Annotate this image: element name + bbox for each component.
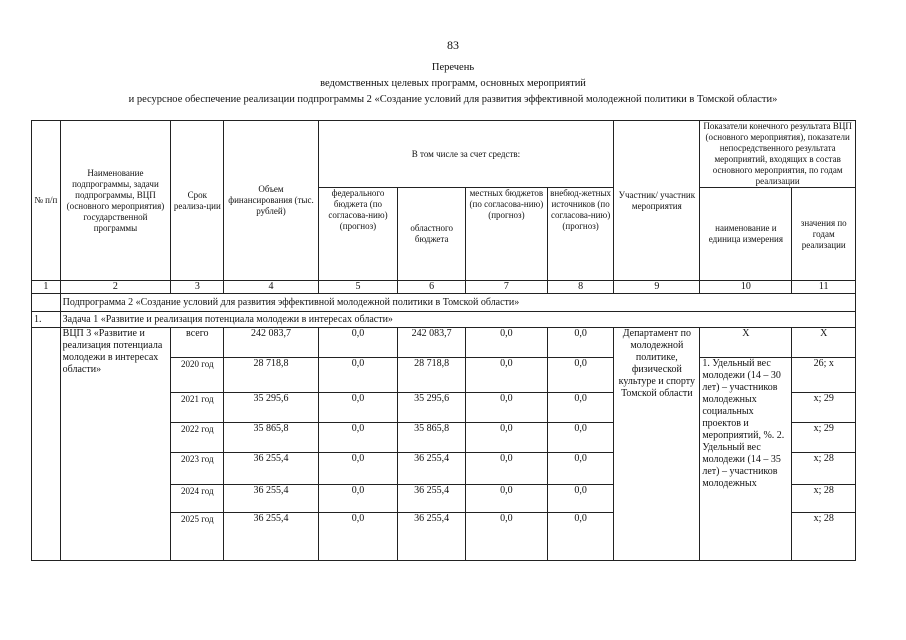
indicator-name-cell: Х — [700, 328, 792, 358]
col-number: 4 — [224, 281, 318, 294]
regional-cell: 242 083,7 — [398, 328, 466, 358]
header-col-10: наименование и единица измерения — [700, 188, 792, 281]
indicator-value-cell: х; 28 — [792, 485, 856, 513]
col-number: 6 — [398, 281, 466, 294]
extra-cell: 0,0 — [547, 453, 614, 485]
period-cell: 2020 год — [171, 358, 224, 393]
header-col-3: Срок реализа-ции — [171, 121, 224, 281]
vcp-num-cell — [32, 328, 61, 561]
col-number: 10 — [700, 281, 792, 294]
total-cell: 36 255,4 — [224, 453, 318, 485]
period-cell: 2022 год — [171, 423, 224, 453]
header-indicators-group: Показатели конечного результата ВЦП (основного мероприятия), показатели непосредственного результата мероприятий, входящих в состав основного мероприятия, по годам реализации — [700, 121, 856, 188]
regional-cell: 36 255,4 — [398, 485, 466, 513]
indicator-value-cell: х; 28 — [792, 453, 856, 485]
period-cell: 2024 год — [171, 485, 224, 513]
header-col-11: значения по годам реализации — [792, 188, 856, 281]
col-number: 7 — [465, 281, 547, 294]
federal-cell: 0,0 — [318, 358, 398, 393]
header-col-6: областного бюджета — [398, 188, 466, 281]
extra-cell: 0,0 — [547, 393, 614, 423]
title-line-2: ведомственных целевых программ, основных мероприятий — [320, 78, 586, 89]
total-cell: 242 083,7 — [224, 328, 318, 358]
local-cell: 0,0 — [465, 358, 547, 393]
table-row — [32, 328, 856, 358]
federal-cell: 0,0 — [318, 393, 398, 423]
vcp-name: ВЦП 3 «Развитие и реализация потенциала молодежи в интересах области» — [60, 328, 171, 561]
federal-cell: 0,0 — [318, 513, 398, 561]
total-cell: 28 718,8 — [224, 358, 318, 393]
task-title: Задача 1 «Развитие и реализация потенциала молодежи в интересах области» — [60, 312, 855, 328]
task-row — [32, 312, 856, 328]
period-cell: 2023 год — [171, 453, 224, 485]
header-col-1: № п/п — [32, 121, 61, 281]
federal-cell: 0,0 — [318, 423, 398, 453]
task-number: 1. — [32, 312, 61, 328]
participant-cell: Департамент по молодежной политике, физической культуре и спорту Томской области — [614, 328, 700, 561]
federal-cell: 0,0 — [318, 453, 398, 485]
total-cell: 36 255,4 — [224, 485, 318, 513]
period-cell: 2021 год — [171, 393, 224, 423]
extra-cell: 0,0 — [547, 328, 614, 358]
indicator-value-cell: х; 29 — [792, 423, 856, 453]
col-number: 3 — [171, 281, 224, 294]
header-col-4: Объем финансирования (тыс. рублей) — [224, 121, 318, 281]
col-number: 2 — [60, 281, 171, 294]
col-number: 9 — [614, 281, 700, 294]
indicator-value-cell: х; 29 — [792, 393, 856, 423]
extra-cell: 0,0 — [547, 485, 614, 513]
subprogram-row — [32, 294, 856, 312]
indicator-value-cell: х; 28 — [792, 513, 856, 561]
col-number: 11 — [792, 281, 856, 294]
page-number: 83 — [447, 38, 459, 52]
header-col-2: Наименование подпрограммы, задачи подпрограммы, ВЦП (основного мероприятия) государственной программы — [60, 121, 171, 281]
period-cell: 2025 год — [171, 513, 224, 561]
title-line-1: Перечень — [431, 62, 475, 73]
indicator-value-cell: Х — [792, 328, 856, 358]
total-cell: 36 255,4 — [224, 513, 318, 561]
local-cell: 0,0 — [465, 393, 547, 423]
local-cell: 0,0 — [465, 328, 547, 358]
program-table — [31, 120, 856, 561]
subprogram-num-cell — [32, 294, 61, 312]
regional-cell: 36 255,4 — [398, 513, 466, 561]
extra-cell: 0,0 — [547, 358, 614, 393]
total-cell: 35 865,8 — [224, 423, 318, 453]
local-cell: 0,0 — [465, 453, 547, 485]
period-cell: всего — [171, 328, 224, 358]
regional-cell: 36 255,4 — [398, 453, 466, 485]
col-number: 1 — [32, 281, 61, 294]
local-cell: 0,0 — [465, 485, 547, 513]
extra-cell: 0,0 — [547, 513, 614, 561]
header-col-5: федерального бюджета (по согласова-нию) (прогноз) — [318, 188, 398, 281]
header-col-7: местных бюджетов (по согласова-нию) (прогноз) — [465, 188, 547, 281]
local-cell: 0,0 — [465, 513, 547, 561]
regional-cell: 35 295,6 — [398, 393, 466, 423]
local-cell: 0,0 — [465, 423, 547, 453]
extra-cell: 0,0 — [547, 423, 614, 453]
col-number: 8 — [547, 281, 614, 294]
indicator-value-cell: 26; х — [792, 358, 856, 393]
column-numbers-row — [32, 281, 856, 294]
federal-cell: 0,0 — [318, 328, 398, 358]
header-funds-group: В том числе за счет средств: — [318, 121, 614, 188]
regional-cell: 28 718,8 — [398, 358, 466, 393]
subprogram-title: Подпрограмма 2 «Создание условий для развития эффективной молодежной политики в Томской области» — [60, 294, 855, 312]
header-col-8: внебюд-жетных источников (по согласова-нию) (прогноз) — [547, 188, 614, 281]
header-col-9: Участник/ участник мероприятия — [614, 121, 700, 281]
indicator-description: 1. Удельный вес молодежи (14 – 30 лет) – участников молодежных социальных проектов и мероприятий, %. 2. Удельный вес молодежи (14 – 35 лет) – участников молодежных — [700, 358, 792, 561]
header-row-1 — [32, 121, 856, 188]
document-title — [0, 60, 906, 108]
regional-cell: 35 865,8 — [398, 423, 466, 453]
total-cell: 35 295,6 — [224, 393, 318, 423]
title-line-3: и ресурсное обеспечение реализации подпрограммы 2 «Создание условий для развития эффективной молодежной политики в Томской области» — [128, 94, 778, 105]
federal-cell: 0,0 — [318, 485, 398, 513]
col-number: 5 — [318, 281, 398, 294]
